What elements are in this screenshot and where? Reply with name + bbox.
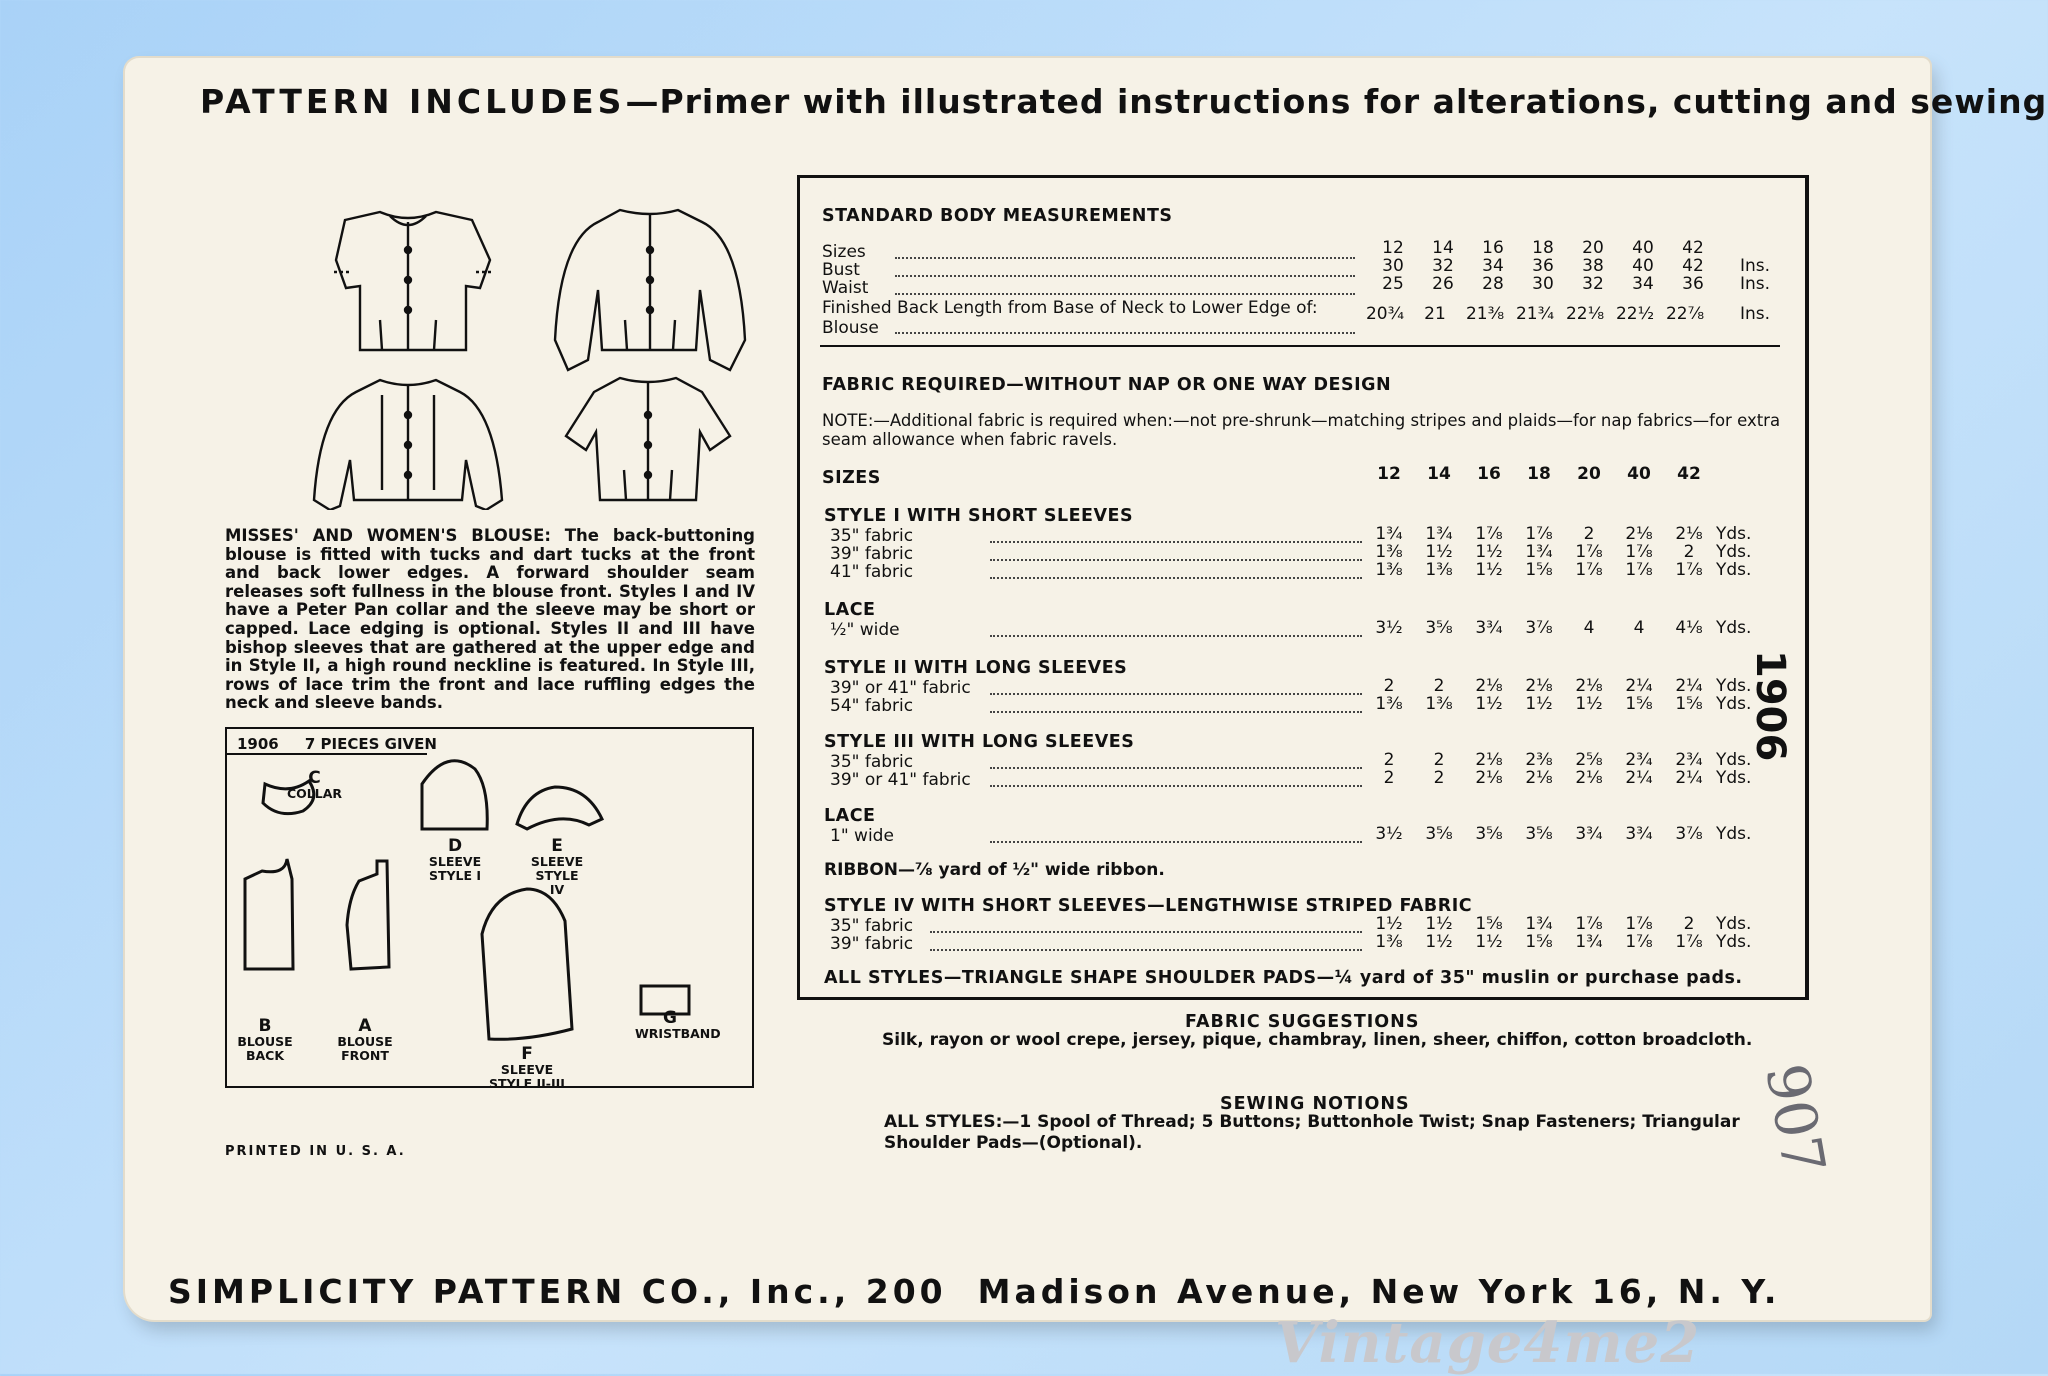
fabric-row-label: 39" or 41" fabric	[830, 678, 971, 698]
yardage-value: 2	[1583, 524, 1595, 544]
yardage-value: 2¾	[1675, 750, 1703, 770]
size-col: 16	[1477, 464, 1501, 484]
yardage-value: 1⅜	[1425, 694, 1453, 714]
yardage-value: 2	[1683, 542, 1695, 562]
yardage-value: 1⅞	[1575, 560, 1603, 580]
fabric-group-title: LACE	[824, 600, 876, 620]
measure-value: 42	[1682, 238, 1704, 258]
sizes-header	[1364, 464, 1714, 484]
sewing-notions-line2: Shoulder Pads—(Optional).	[884, 1133, 1143, 1153]
measure-value: 26	[1432, 274, 1454, 294]
measure-value: 34	[1632, 274, 1654, 294]
measure-value: 36	[1532, 256, 1554, 276]
measure-value: 34	[1482, 256, 1504, 276]
side-pattern-number: 1906	[1747, 650, 1793, 762]
piece-label-b: B BLOUSE BACK	[237, 1016, 293, 1063]
measure-value: 20	[1582, 238, 1604, 258]
leader-dots	[990, 559, 1362, 561]
publisher-footer	[168, 1272, 1788, 1311]
yardage-unit: Yds.	[1716, 676, 1752, 696]
yardage-value: 1⅜	[1375, 542, 1403, 562]
yardage-value: 1⅞	[1475, 524, 1503, 544]
yardage-value: 2¼	[1675, 676, 1703, 696]
measure-value: 40	[1632, 256, 1654, 276]
leader-dots	[930, 949, 1362, 951]
yardage-value: 3⅞	[1525, 618, 1553, 638]
measure-value: 36	[1682, 274, 1704, 294]
yardage-unit: Yds.	[1716, 618, 1752, 638]
pattern-includes-header	[200, 82, 2048, 121]
yardage-value: 3⅝	[1425, 618, 1453, 638]
measure-value: 25	[1382, 274, 1404, 294]
fabric-row-label: 39" fabric	[830, 544, 914, 564]
measure-row-values	[1368, 274, 1718, 294]
measure-unit: Ins.	[1740, 274, 1771, 294]
divider	[820, 345, 1780, 347]
yardage-value: 3¾	[1575, 824, 1603, 844]
blouse-length-value: 21¾	[1515, 304, 1555, 324]
yardage-value: 1⅞	[1525, 524, 1553, 544]
yardage-value: 2	[1383, 676, 1395, 696]
pieces-count: 7 PIECES GIVEN	[304, 735, 437, 753]
measure-value: 32	[1432, 256, 1454, 276]
yardage-value: 2	[1433, 750, 1445, 770]
leader-dots	[990, 767, 1362, 769]
leader-dots	[895, 275, 1355, 277]
blouse-illustrations	[290, 200, 770, 510]
yardage-value: 1¾	[1525, 542, 1553, 562]
leader-dots	[930, 931, 1362, 933]
leader-dots	[990, 711, 1362, 713]
leader-dots	[990, 785, 1362, 787]
yardage-value: 1⅜	[1375, 694, 1403, 714]
pencil-note: 907	[1752, 1058, 1839, 1180]
fabric-suggestions-title: FABRIC SUGGESTIONS	[1185, 1012, 1420, 1032]
measure-value: 18	[1532, 238, 1554, 258]
measure-value: 42	[1682, 256, 1704, 276]
yardage-value: 4	[1633, 618, 1645, 638]
yardage-value: 2⅜	[1525, 750, 1553, 770]
sewing-notions-line1: ALL STYLES:—1 Spool of Thread; 5 Buttons; Buttonhole Twist; Snap Fasteners; Triangular	[884, 1112, 1740, 1132]
yardage-unit: Yds.	[1716, 768, 1752, 788]
yardage-value: 3¾	[1625, 824, 1653, 844]
yardage-value: 2⅛	[1525, 768, 1553, 788]
sleeve-style-2-3-piece	[482, 889, 572, 1039]
size-col: 20	[1577, 464, 1601, 484]
printed-in-usa: PRINTED IN U. S. A.	[225, 1144, 406, 1159]
yardage-value: 1⅝	[1475, 914, 1503, 934]
yardage-value: 2⅝	[1575, 750, 1603, 770]
piece-label-d: D SLEEVE STYLE I	[428, 836, 482, 883]
sewing-notions-title: SEWING NOTIONS	[1220, 1094, 1410, 1114]
pattern-pieces-box	[225, 727, 754, 1091]
blouse-length-value: 20¾	[1365, 304, 1405, 324]
yardage-value: 3⅞	[1675, 824, 1703, 844]
style4-row-label: 35" fabric	[830, 916, 914, 936]
fabric-row-values	[1364, 676, 1714, 696]
measure-value: 12	[1382, 238, 1404, 258]
measure-value: 16	[1482, 238, 1504, 258]
fabric-row-values	[1364, 750, 1714, 770]
yardage-value: 2¼	[1625, 768, 1653, 788]
measure-row-values	[1368, 238, 1718, 258]
fabric-row-values	[1364, 524, 1714, 544]
yardage-value: 1⅝	[1675, 694, 1703, 714]
yardage-value: 2⅛	[1475, 768, 1503, 788]
yardage-unit: Yds.	[1716, 914, 1752, 934]
measure-row-label: Sizes	[822, 242, 866, 262]
piece-label-f: F SLEEVE STYLE II-III	[489, 1044, 565, 1091]
yardage-value: 2	[1433, 676, 1445, 696]
yardage-value: 1¾	[1525, 914, 1553, 934]
yardage-value: 1½	[1375, 914, 1403, 934]
fabric-row-label: 35" fabric	[830, 752, 914, 772]
sleeve-style-4-piece	[517, 787, 602, 829]
leader-dots	[895, 332, 1355, 334]
standard-measurements-title: STANDARD BODY MEASUREMENTS	[822, 206, 1173, 226]
yardage-value: 1⅝	[1525, 932, 1553, 952]
fabric-row-values	[1364, 560, 1714, 580]
blouse-length-values	[1360, 304, 1710, 324]
fabric-row-values	[1364, 694, 1714, 714]
size-col: 12	[1377, 464, 1401, 484]
leader-dots	[990, 577, 1362, 579]
fabric-row-values	[1364, 618, 1714, 638]
yardage-value: 1¾	[1575, 932, 1603, 952]
header-lead: PATTERN INCLUDES	[200, 82, 626, 121]
blouse-description: MISSES' AND WOMEN'S BLOUSE: The back-buttoning blouse is fitted with tucks and dart tucks at the front and back lower edges. A forward shoulder seam releases soft fullness in the blouse front. Styles I and IV have a Peter Pan collar and the sleeve may be short or capped. Lace edging is optional. Styles II and III have bishop sleeves that are gathered at the upper edge and in Style II, a high round neckline is featured. In Style III, rows of lace trim the front and lace ruffling edges the neck and sleeve bands.	[225, 526, 755, 713]
leader-dots	[990, 635, 1362, 637]
style4-row-values	[1364, 914, 1714, 934]
yardage-value: 1½	[1475, 694, 1503, 714]
size-col: 42	[1677, 464, 1701, 484]
yardage-value: 1⅜	[1425, 560, 1453, 580]
fabric-group-title: STYLE II WITH LONG SLEEVES	[824, 658, 1128, 678]
yardage-value: 2¼	[1675, 768, 1703, 788]
fabric-row-label: 1" wide	[830, 826, 894, 846]
yardage-value: 1⅞	[1625, 914, 1653, 934]
yardage-value: 3½	[1375, 618, 1403, 638]
yardage-value: 1½	[1575, 694, 1603, 714]
yardage-value: 1⅞	[1575, 914, 1603, 934]
blouse-back-piece	[245, 859, 293, 969]
yardage-value: 1½	[1525, 694, 1553, 714]
yardage-value: 3⅝	[1475, 824, 1503, 844]
yardage-value: 2	[1683, 914, 1695, 934]
measure-value: 32	[1582, 274, 1604, 294]
fabric-row-label: ½" wide	[830, 620, 900, 640]
fabric-group-title: STYLE III WITH LONG SLEEVES	[824, 732, 1135, 752]
yardage-value: 3½	[1375, 824, 1403, 844]
yardage-value: 1½	[1425, 542, 1453, 562]
watermark-logo: Vintage4me2	[1275, 1310, 1701, 1376]
yardage-value: 2⅛	[1475, 676, 1503, 696]
yardage-value: 2	[1433, 768, 1445, 788]
measure-value: 30	[1532, 274, 1554, 294]
yardage-value: 2⅛	[1475, 750, 1503, 770]
style-4-title: STYLE IV WITH SHORT SLEEVES—LENGTHWISE STRIPED FABRIC	[824, 896, 1473, 916]
fabric-suggestions-text: Silk, rayon or wool crepe, jersey, pique, chambray, linen, sheer, chiffon, cotton broadcloth.	[882, 1030, 1753, 1050]
yardage-unit: Yds.	[1716, 932, 1752, 952]
header-rest: —Primer with illustrated instructions for alterations, cutting and sewing	[625, 82, 2048, 121]
fabric-group-title: LACE	[824, 806, 876, 826]
blouse-length-value: 22½	[1615, 304, 1655, 324]
yardage-value: 1⅞	[1625, 560, 1653, 580]
leader-dots	[990, 841, 1362, 843]
ribbon-line: RIBBON—⅞ yard of ½" wide ribbon.	[824, 860, 1165, 880]
yardage-value: 1½	[1475, 542, 1503, 562]
yardage-value: 2	[1383, 750, 1395, 770]
size-col: 40	[1627, 464, 1651, 484]
yardage-value: 1⅞	[1575, 542, 1603, 562]
fabric-note: NOTE:—Additional fabric is required when:—not pre-shrunk—matching stripes and plaids—for nap fabrics—for extra seam allowance when fabric ravels.	[822, 411, 1781, 449]
blouse-length-value: 22⅞	[1665, 304, 1705, 324]
measure-value: 30	[1382, 256, 1404, 276]
fabric-row-label: 54" fabric	[830, 696, 914, 716]
measure-row-values	[1368, 256, 1718, 276]
yardage-value: 1½	[1425, 932, 1453, 952]
measurements-box	[797, 175, 1809, 1000]
leader-dots	[990, 541, 1362, 543]
blouse-unit: Ins.	[1740, 304, 1771, 324]
fabric-row-values	[1364, 542, 1714, 562]
yardage-value: 1⅝	[1625, 694, 1653, 714]
footer-rest: Madison Avenue, New York 16, N. Y.	[977, 1272, 1781, 1311]
piece-label-a: A BLOUSE FRONT	[337, 1016, 393, 1063]
yardage-unit: Yds.	[1716, 824, 1752, 844]
yardage-value: 3¾	[1475, 618, 1503, 638]
yardage-value: 1½	[1475, 560, 1503, 580]
yardage-value: 3⅝	[1525, 824, 1553, 844]
style4-row-label: 39" fabric	[830, 934, 914, 954]
fabric-row-label: 41" fabric	[830, 562, 914, 582]
yardage-value: 2⅛	[1675, 524, 1703, 544]
blouse-length-value: 21	[1424, 304, 1446, 324]
yardage-value: 4	[1583, 618, 1595, 638]
sizes-label: SIZES	[822, 468, 881, 488]
yardage-value: 1⅞	[1675, 560, 1703, 580]
yardage-value: 1⅜	[1375, 932, 1403, 952]
yardage-value: 1¾	[1425, 524, 1453, 544]
yardage-value: 3⅝	[1425, 824, 1453, 844]
shoulder-pads-line: ALL STYLES—TRIANGLE SHAPE SHOULDER PADS—¼ yard of 35" muslin or purchase pads.	[824, 968, 1743, 988]
yardage-value: 1½	[1475, 932, 1503, 952]
measure-value: 38	[1582, 256, 1604, 276]
piece-label-c: C COLLAR	[287, 768, 343, 801]
yardage-value: 1⅞	[1625, 932, 1653, 952]
yardage-unit: Yds.	[1716, 560, 1752, 580]
blouse-length-value: 22⅛	[1565, 304, 1605, 324]
yardage-value: 4⅛	[1675, 618, 1703, 638]
yardage-value: 2	[1383, 768, 1395, 788]
yardage-value: 1½	[1425, 914, 1453, 934]
measure-row-label: Bust	[822, 260, 860, 280]
leader-dots	[990, 693, 1362, 695]
fabric-required-title: FABRIC REQUIRED—WITHOUT NAP OR ONE WAY DESIGN	[822, 375, 1392, 395]
back-length-label: Finished Back Length from Base of Neck to Lower Edge of:	[822, 298, 1318, 318]
sleeve-style-1-piece	[422, 761, 487, 829]
yardage-value: 1⅝	[1525, 560, 1553, 580]
pieces-number: 1906	[237, 735, 279, 753]
fabric-row-label: 35" fabric	[830, 526, 914, 546]
yardage-value: 2⅛	[1525, 676, 1553, 696]
fabric-row-values	[1364, 824, 1714, 844]
yardage-value: 2¾	[1625, 750, 1653, 770]
piece-label-g: G WRISTBAND	[635, 1008, 721, 1041]
blouse-label: Blouse	[822, 318, 879, 338]
measure-value: 40	[1632, 238, 1654, 258]
footer-lead: SIMPLICITY PATTERN CO., Inc., 200	[168, 1272, 947, 1311]
style4-row-values	[1364, 932, 1714, 952]
yardage-value: 2⅛	[1625, 524, 1653, 544]
yardage-value: 2¼	[1625, 676, 1653, 696]
leader-dots	[895, 293, 1355, 295]
blouse-front-piece	[347, 861, 389, 969]
fabric-row-values	[1364, 768, 1714, 788]
blouse-length-value: 21⅜	[1465, 304, 1505, 324]
measure-row-label: Waist	[822, 278, 869, 298]
fabric-group-title: STYLE I WITH SHORT SLEEVES	[824, 506, 1134, 526]
size-col: 18	[1527, 464, 1551, 484]
measure-unit: Ins.	[1740, 256, 1771, 276]
yardage-value: 1⅞	[1675, 932, 1703, 952]
yardage-value: 2⅛	[1575, 768, 1603, 788]
yardage-unit: Yds.	[1716, 524, 1752, 544]
size-col: 14	[1427, 464, 1451, 484]
piece-label-e: E SLEEVE STYLE IV	[530, 836, 584, 897]
measure-value: 28	[1482, 274, 1504, 294]
leader-dots	[895, 257, 1355, 259]
yardage-value: 1⅜	[1375, 560, 1403, 580]
yardage-value: 1⅞	[1625, 542, 1653, 562]
yardage-value: 2⅛	[1575, 676, 1603, 696]
yardage-value: 1¾	[1375, 524, 1403, 544]
yardage-unit: Yds.	[1716, 694, 1752, 714]
fabric-row-label: 39" or 41" fabric	[830, 770, 971, 790]
yardage-unit: Yds.	[1716, 542, 1752, 562]
yardage-unit: Yds.	[1716, 750, 1752, 770]
measure-value: 14	[1432, 238, 1454, 258]
